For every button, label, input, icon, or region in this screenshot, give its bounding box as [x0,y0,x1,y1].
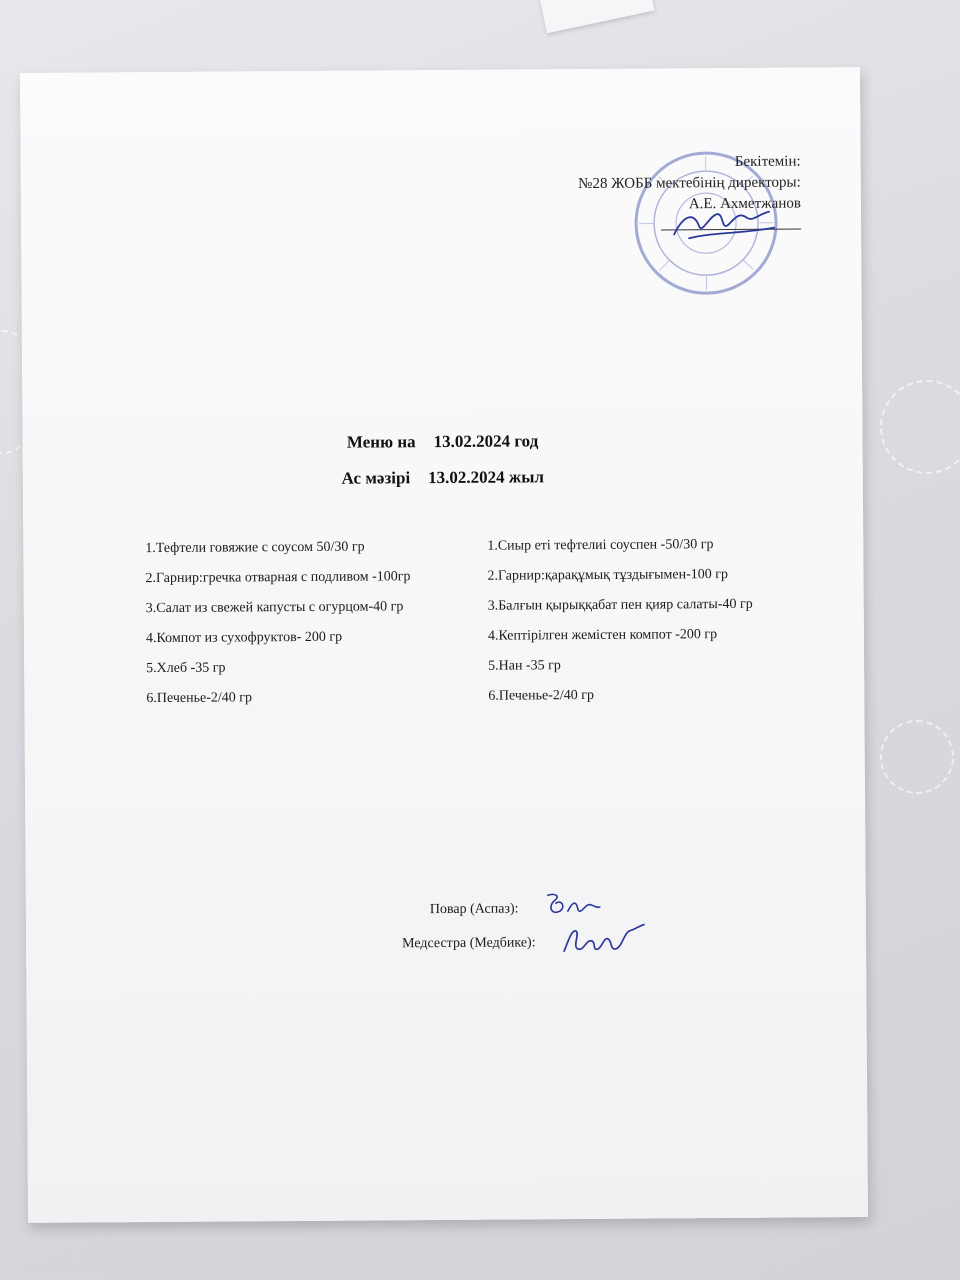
list-item: 4.Компот из сухофруктов- 200 гр [145,629,343,647]
list-item: 2.Гарнир:гречка отварная с подливом -100гр [145,569,411,587]
approve-label: Бекітемін: [734,153,801,170]
menu-list-ru [145,532,411,714]
nurse-signature-icon [558,921,648,960]
list-item: 3.Салат из свежей капусты с огурцом-40 гр [145,599,404,617]
tablecloth-pattern [880,720,954,794]
menu-title-ru-date: 13.02.2024 год [433,431,539,452]
list-item: 3.Балғын қырыққабат пен қияр салаты-40 гр [487,596,753,614]
nurse-signature-row [402,935,536,952]
list-item: 1.Тефтели говяжие с соусом 50/30 гр [145,539,365,557]
cook-signature-icon [544,889,604,921]
list-item: 2.Гарнир:қарақұмық тұздығымен-100 гр [487,567,729,584]
list-item: 6.Печенье-2/40 гр [146,690,253,707]
director-name: А.Е. Ахметжанов [688,195,801,213]
menu-sheet [20,67,868,1223]
list-item: 1.Сиыр еті тефтелиі соуспен -50/30 гр [487,537,714,554]
nurse-label: Медсестра (Медбике): [402,935,536,952]
cook-label: Повар (Аспаз): [429,901,519,918]
menu-title-ru [23,429,863,455]
cook-signature-row [430,901,519,918]
list-item: 5.Нан -35 гр [488,658,561,674]
list-item: 4.Кептірілген жемістен компот -200 гр [487,627,718,644]
menu-title-kz-label: Ас мәзірі [341,468,411,488]
menu-title-kz-date: 13.02.2024 жыл [428,467,545,488]
director-signature-icon [669,204,779,245]
menu-title-ru-label: Меню на [346,432,416,452]
menu-list-kz [487,530,753,712]
menu-title-kz [23,465,863,491]
paper-scrap [540,0,655,33]
director-title: №28 ЖОББ мектебінің директоры: [578,174,801,193]
list-item: 6.Печенье-2/40 гр [488,687,595,704]
tablecloth-pattern [880,380,960,474]
list-item: 5.Хлеб -35 гр [146,660,226,677]
